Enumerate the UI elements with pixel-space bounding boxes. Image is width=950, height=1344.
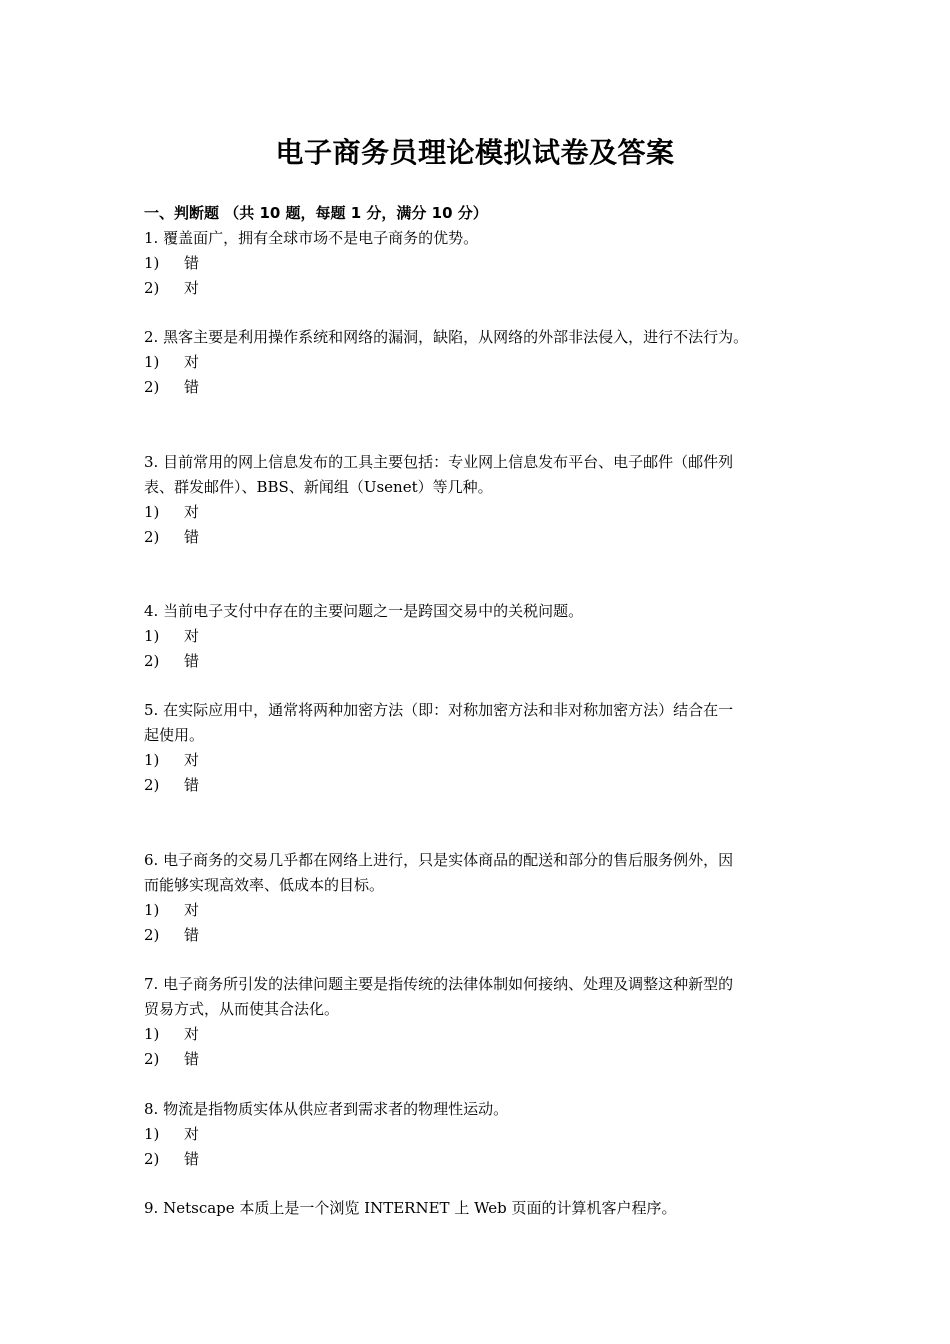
question-5-option-1 [144, 748, 199, 772]
option-text: 错 [184, 776, 200, 794]
question-number: 5. [144, 701, 159, 719]
question-1-option-1 [144, 251, 199, 275]
question-text: 起使用。 [144, 726, 205, 744]
question-4-option-1 [144, 624, 199, 648]
question-6-option-2 [144, 923, 199, 947]
question-number: 1. [144, 229, 159, 247]
question-3-option-2 [144, 525, 199, 549]
question-text: 目前常用的网上信息发布的工具主要包括：专业网上信息发布平台、电子邮件（邮件列 [163, 453, 734, 471]
option-number: 2) [144, 528, 160, 546]
question-5-line-1 [144, 698, 733, 722]
document-title: 电子商务员理论模拟试卷及答案 [275, 136, 675, 169]
question-number: 8. [144, 1100, 159, 1118]
option-number: 2) [144, 776, 160, 794]
option-number: 1) [144, 353, 160, 371]
question-7-line-2 [144, 997, 339, 1021]
question-3-line-2 [144, 475, 493, 499]
option-number: 2) [144, 926, 160, 944]
option-text: 对 [184, 1125, 200, 1143]
question-number: 4. [144, 602, 159, 620]
option-text: 错 [184, 254, 200, 272]
question-text: 电子商务所引发的法律问题主要是指传统的法律体制如何接纳、处理及调整这种新型的 [163, 975, 734, 993]
option-text: 错 [184, 1150, 200, 1168]
question-4-option-2 [144, 649, 199, 673]
option-number: 2) [144, 652, 160, 670]
option-number: 1) [144, 751, 160, 769]
section-heading: 一、判断题 （共 10 题，每题 1 分，满分 10 分） [144, 204, 488, 222]
question-6-line-2 [144, 873, 384, 897]
question-text: 而能够实现高效率、低成本的目标。 [144, 876, 385, 894]
option-number: 1) [144, 254, 160, 272]
option-text: 错 [184, 1050, 200, 1068]
option-text: 对 [184, 751, 200, 769]
question-3-option-1 [144, 500, 199, 524]
question-number: 2. [144, 328, 159, 346]
option-text: 对 [184, 503, 200, 521]
question-7-option-2 [144, 1047, 199, 1071]
question-2-option-2 [144, 375, 199, 399]
question-5-option-2 [144, 773, 199, 797]
question-text: 覆盖面广，拥有全球市场不是电子商务的优势。 [163, 229, 479, 247]
option-number: 1) [144, 503, 160, 521]
option-number: 2) [144, 378, 160, 396]
question-text: 当前电子支付中存在的主要问题之一是跨国交易中的关税问题。 [163, 602, 584, 620]
question-text: 物流是指物质实体从供应者到需求者的物理性运动。 [163, 1100, 509, 1118]
option-number: 2) [144, 279, 160, 297]
question-8-line-1 [144, 1097, 508, 1121]
question-7-line-1 [144, 972, 733, 996]
option-number: 1) [144, 901, 160, 919]
question-text: 贸易方式，从而使其合法化。 [144, 1000, 340, 1018]
option-text: 对 [184, 627, 200, 645]
option-text: 错 [184, 378, 200, 396]
option-text: 对 [184, 353, 200, 371]
question-text: Netscape 本质上是一个浏览 INTERNET 上 Web 页面的计算机客户程序。 [163, 1199, 677, 1217]
option-text: 错 [184, 652, 200, 670]
question-8-option-1 [144, 1122, 199, 1146]
question-number: 7. [144, 975, 159, 993]
question-number: 9. [144, 1199, 159, 1217]
option-number: 2) [144, 1150, 160, 1168]
question-1-line-1 [144, 226, 478, 250]
question-2-line-1 [144, 325, 748, 349]
option-text: 对 [184, 279, 200, 297]
question-text: 表、群发邮件）、BBS、新闻组（Usenet）等几种。 [144, 478, 493, 496]
option-number: 2) [144, 1050, 160, 1068]
option-number: 1) [144, 627, 160, 645]
option-text: 错 [184, 528, 200, 546]
question-number: 3. [144, 453, 159, 471]
question-number: 6. [144, 851, 159, 869]
question-2-option-1 [144, 350, 199, 374]
option-text: 对 [184, 901, 200, 919]
option-text: 错 [184, 926, 200, 944]
question-8-option-2 [144, 1147, 199, 1171]
option-number: 1) [144, 1125, 160, 1143]
question-3-line-1 [144, 450, 733, 474]
question-text: 黑客主要是利用操作系统和网络的漏洞，缺陷，从网络的外部非法侵入，进行不法行为。 [163, 328, 749, 346]
question-text: 在实际应用中，通常将两种加密方法（即：对称加密方法和非对称加密方法）结合在一 [163, 701, 734, 719]
question-text: 电子商务的交易几乎都在网络上进行，只是实体商品的配送和部分的售后服务例外，因 [163, 851, 734, 869]
question-6-line-1 [144, 848, 733, 872]
question-5-line-2 [144, 723, 204, 747]
question-6-option-1 [144, 898, 199, 922]
question-1-option-2 [144, 276, 199, 300]
question-9-line-1 [144, 1196, 677, 1220]
option-text: 对 [184, 1025, 200, 1043]
question-4-line-1 [144, 599, 583, 623]
question-7-option-1 [144, 1022, 199, 1046]
option-number: 1) [144, 1025, 160, 1043]
